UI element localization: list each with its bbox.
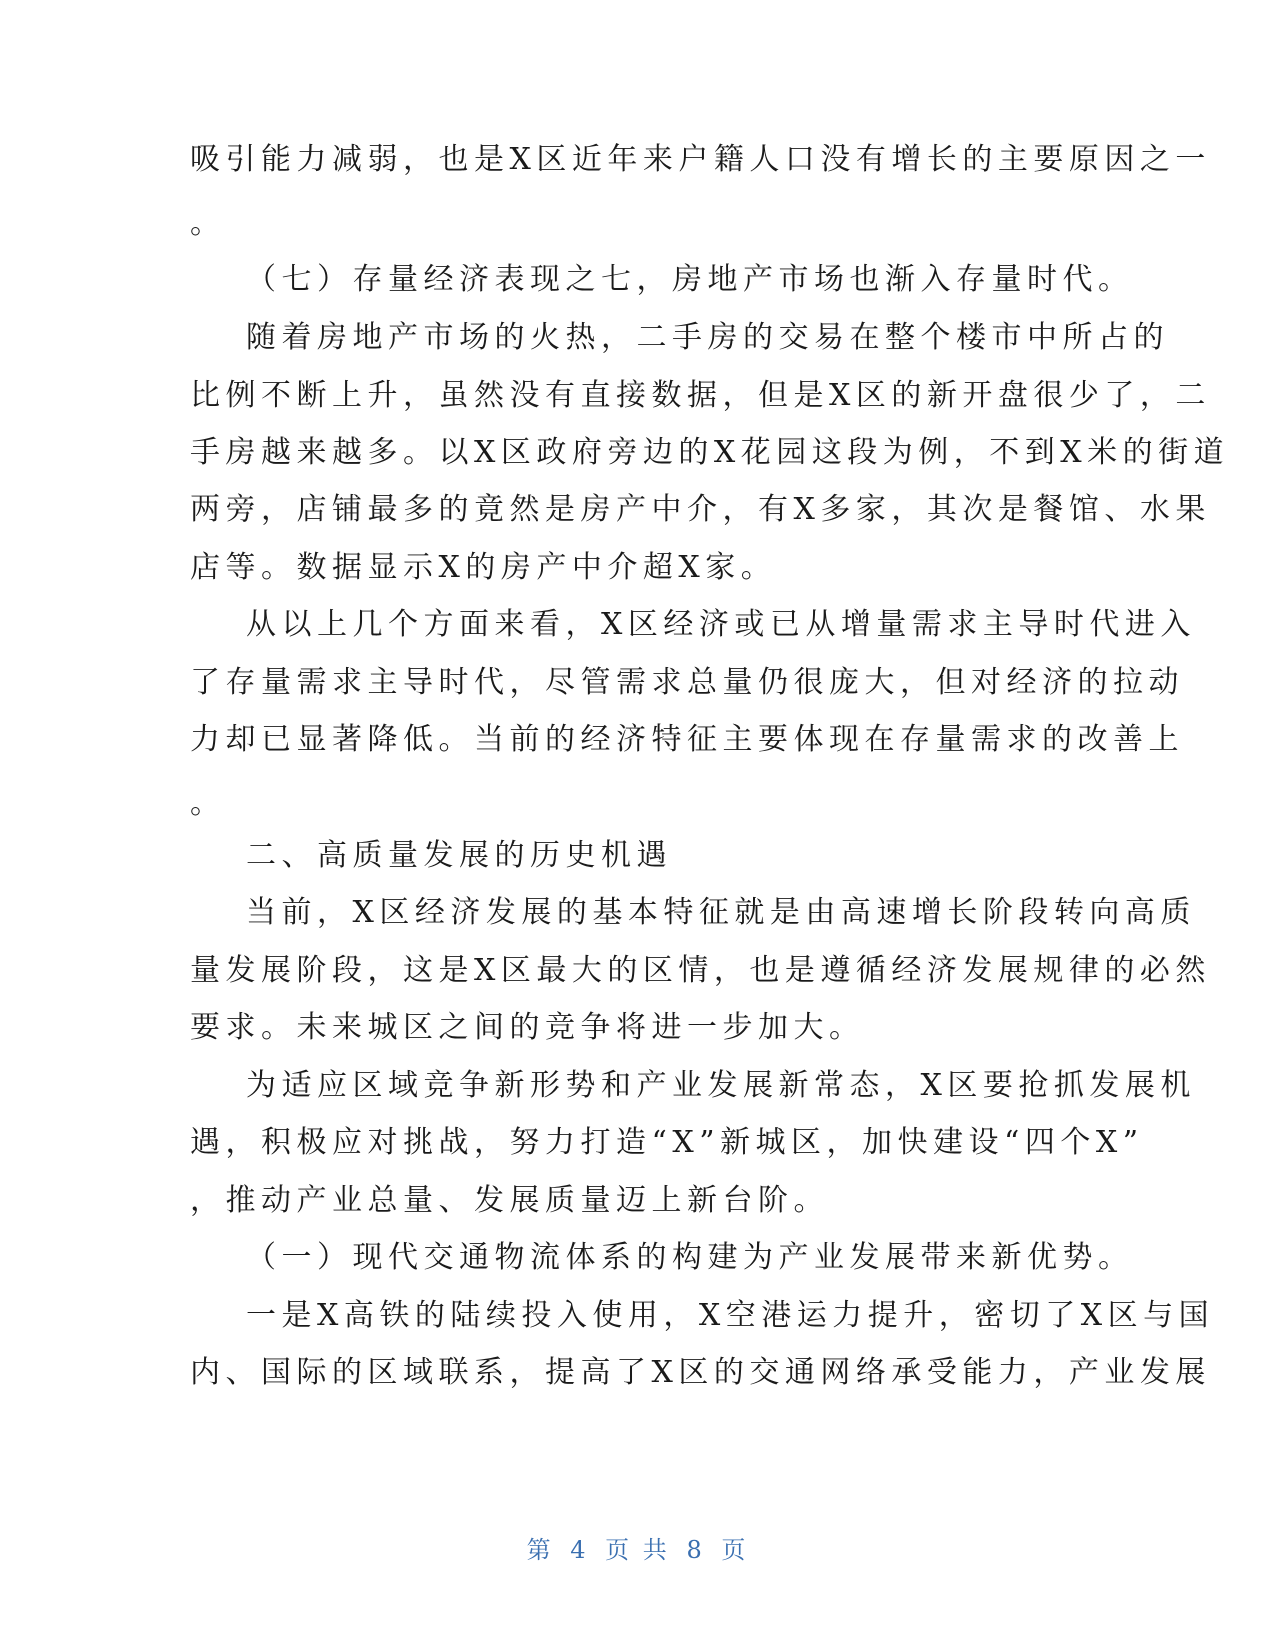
paragraph-start: 一是X高铁的陆续投入使用，X空港运力提升，密切了X区与国 xyxy=(246,1298,1215,1333)
text-line: 力却已显著降低。当前的经济特征主要体现在存量需求的改善上 xyxy=(190,722,1184,757)
section-heading: （一）现代交通物流体系的构建为产业发展带来新优势。 xyxy=(246,1240,1134,1275)
text-line: 两旁，店铺最多的竟然是房产中介，有X多家，其次是餐馆、水果 xyxy=(190,492,1211,527)
text-line: 了存量需求主导时代，尽管需求总量仍很庞大，但对经济的拉动 xyxy=(190,665,1184,700)
text-line: 吸引能力减弱，也是X区近年来户籍人口没有增长的主要原因之一 xyxy=(190,142,1211,177)
text-line: ，推动产业总量、发展质量迈上新台阶。 xyxy=(190,1183,829,1218)
text-line: 手房越来越多。以X区政府旁边的X花园这段为例，不到X米的街道 xyxy=(190,435,1230,470)
page-number-footer xyxy=(0,1530,1275,1565)
text-line: 比例不断上升，虽然没有直接数据，但是X区的新开盘很少了，二 xyxy=(190,378,1211,413)
text-line: 遇，积极应对挑战，努力打造“X”新城区，加快建设“四个X” xyxy=(190,1125,1144,1160)
text-line: 要求。未来城区之间的竞争将进一步加大。 xyxy=(190,1010,865,1045)
text-line: 量发展阶段，这是X区最大的区情，也是遵循经济发展规律的必然 xyxy=(190,953,1211,988)
text-line: 店等。数据显示X的房产中介超X家。 xyxy=(190,550,777,585)
section-heading: （七）存量经济表现之七，房地产市场也渐入存量时代。 xyxy=(246,262,1134,297)
text-line: 。 xyxy=(190,786,226,821)
paragraph-start: 为适应区域竞争新形势和产业发展新常态，X区要抢抓发展机 xyxy=(246,1068,1196,1103)
paragraph-start: 随着房地产市场的火热，二手房的交易在整个楼市中所占的 xyxy=(246,320,1169,355)
text-line: 。 xyxy=(190,206,226,241)
footer-suffix: 页 xyxy=(721,1536,749,1564)
current-page-number: 4 xyxy=(570,1536,589,1564)
total-page-number: 8 xyxy=(686,1536,705,1564)
text-line: 内、国际的区域联系，提高了X区的交通网络承受能力，产业发展 xyxy=(190,1355,1211,1390)
paragraph-start: 当前，X区经济发展的基本特征就是由高速增长阶段转向高质 xyxy=(246,895,1196,930)
footer-middle: 页 共 xyxy=(605,1536,670,1564)
section-heading: 二、高质量发展的历史机遇 xyxy=(246,838,672,873)
paragraph-start: 从以上几个方面来看，X区经济或已从增量需求主导时代进入 xyxy=(246,607,1196,642)
footer-prefix: 第 xyxy=(526,1536,554,1564)
